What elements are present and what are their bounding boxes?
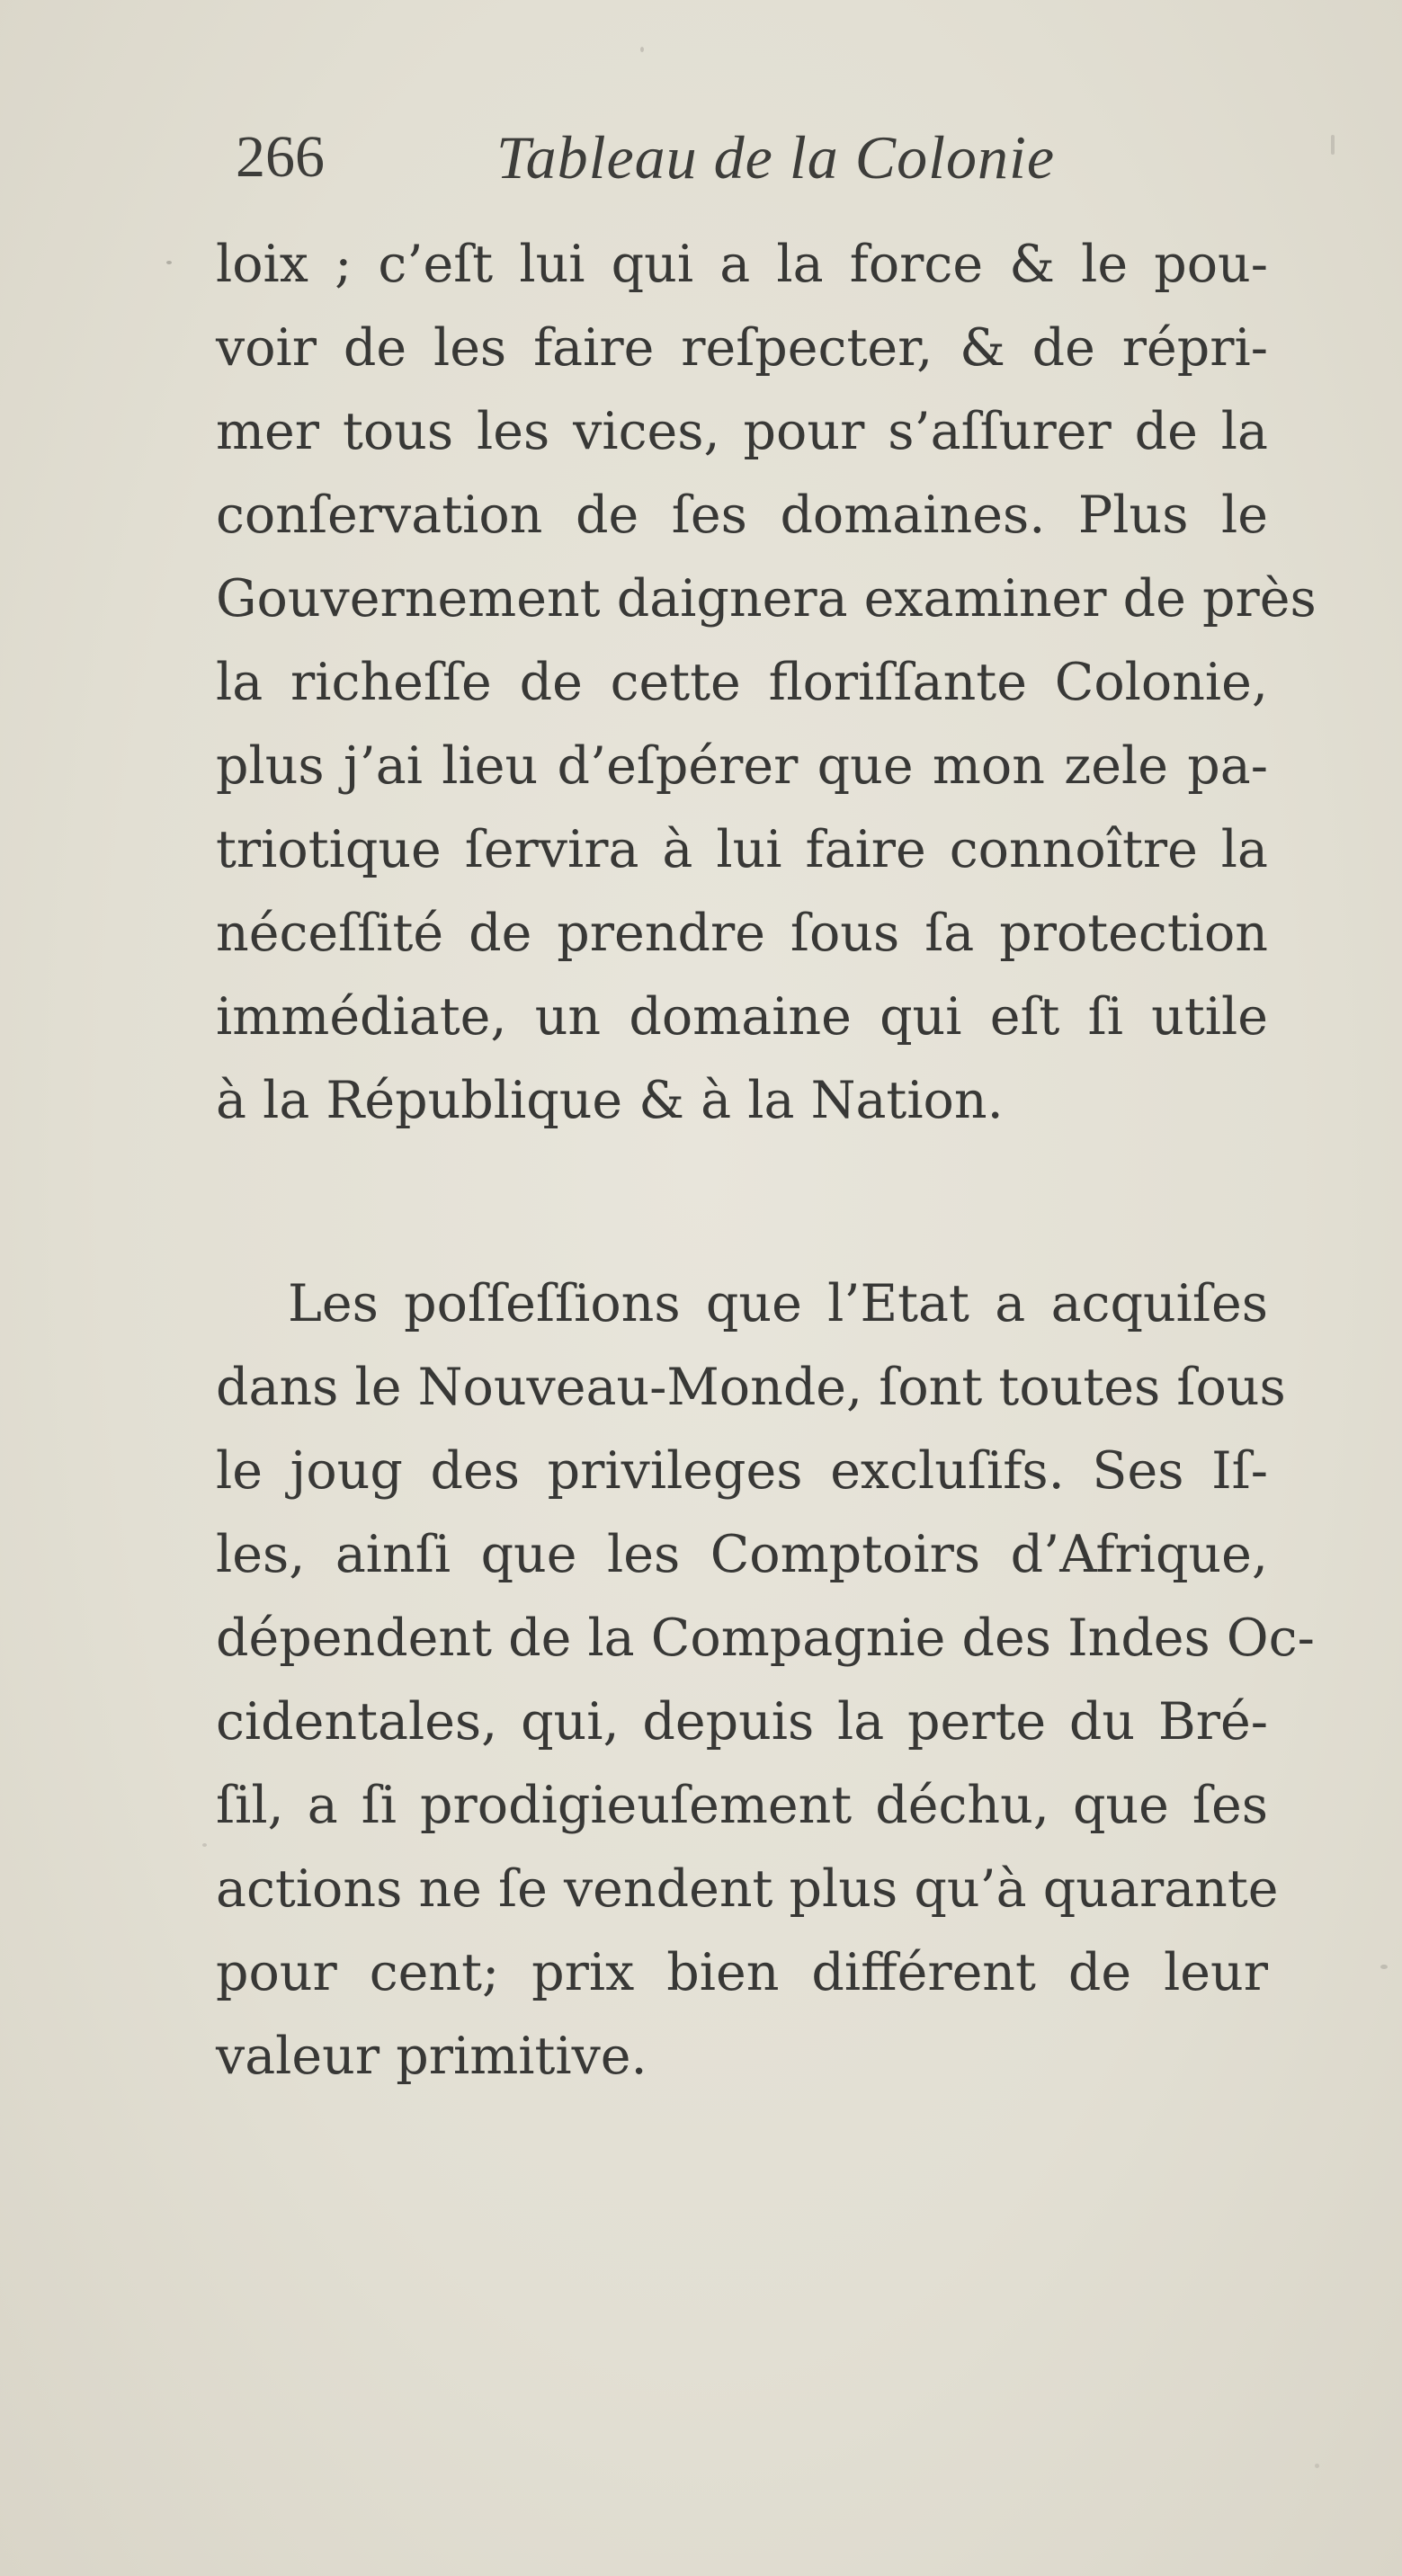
paper-speck: [640, 47, 644, 52]
text-line: ſil, a ſi prodigieuſement déchu, que ſes: [216, 1776, 1268, 1835]
text-line: dépendent de la Compagnie des Indes Oc-: [216, 1609, 1315, 1668]
paragraph-2: [216, 1262, 1315, 2099]
page-number: 266: [236, 124, 325, 190]
text-line: plus j’ai lieu d’eſpérer que mon zele pa-: [216, 736, 1268, 796]
text-line: la richeſſe de cette floriſſante Colonie,: [216, 653, 1268, 712]
text-line: le joug des privileges excluſifs. Ses Iſ-: [216, 1441, 1268, 1501]
text-line: les, ainſi que les Comptoirs d’Afrique,: [216, 1525, 1268, 1584]
paper-speck: [1380, 1965, 1388, 1969]
text-line: triotique ſervira à lui faire connoître la: [216, 820, 1268, 879]
text-line: dans le Nouveau-Monde, ſont toutes ſous: [216, 1358, 1286, 1417]
text-line: à la République & à la Nation.: [216, 1071, 1004, 1130]
running-head: [236, 121, 1135, 193]
running-title: Tableau de la Colonie: [496, 123, 1056, 192]
text-line: mer tous les vices, pour s’aſſurer de la: [216, 402, 1268, 461]
text-line: voir de les faire reſpecter, & de répri-: [216, 318, 1268, 378]
text-line: conſervation de ſes domaines. Plus le: [216, 486, 1268, 545]
text-line: Gouvernement daignera examiner de près: [216, 569, 1317, 628]
text-line: valeur primitive.: [216, 2027, 647, 2086]
text-line: pour cent; prix bien différent de leur: [216, 1943, 1268, 2002]
paragraph-1: [216, 223, 1317, 1143]
text-line: actions ne ſe vendent plus qu’à quarante: [216, 1859, 1279, 1919]
paper-speck: [202, 1843, 207, 1847]
paper-speck: [1315, 2464, 1319, 2468]
paper-speck: [1331, 135, 1335, 155]
text-line: Les poſſeſſions que l’Etat a acquiſes: [288, 1274, 1268, 1333]
text-line: cidentales, qui, depuis la perte du Bré-: [216, 1692, 1268, 1752]
text-line: immédiate, un domaine qui eſt ſi utile: [216, 987, 1268, 1047]
text-line: loix ; c’eſt lui qui a la force & le pou-: [216, 235, 1268, 294]
text-line: néceſſité de prendre ſous ſa protection: [216, 904, 1268, 963]
paper-speck: [166, 261, 172, 264]
